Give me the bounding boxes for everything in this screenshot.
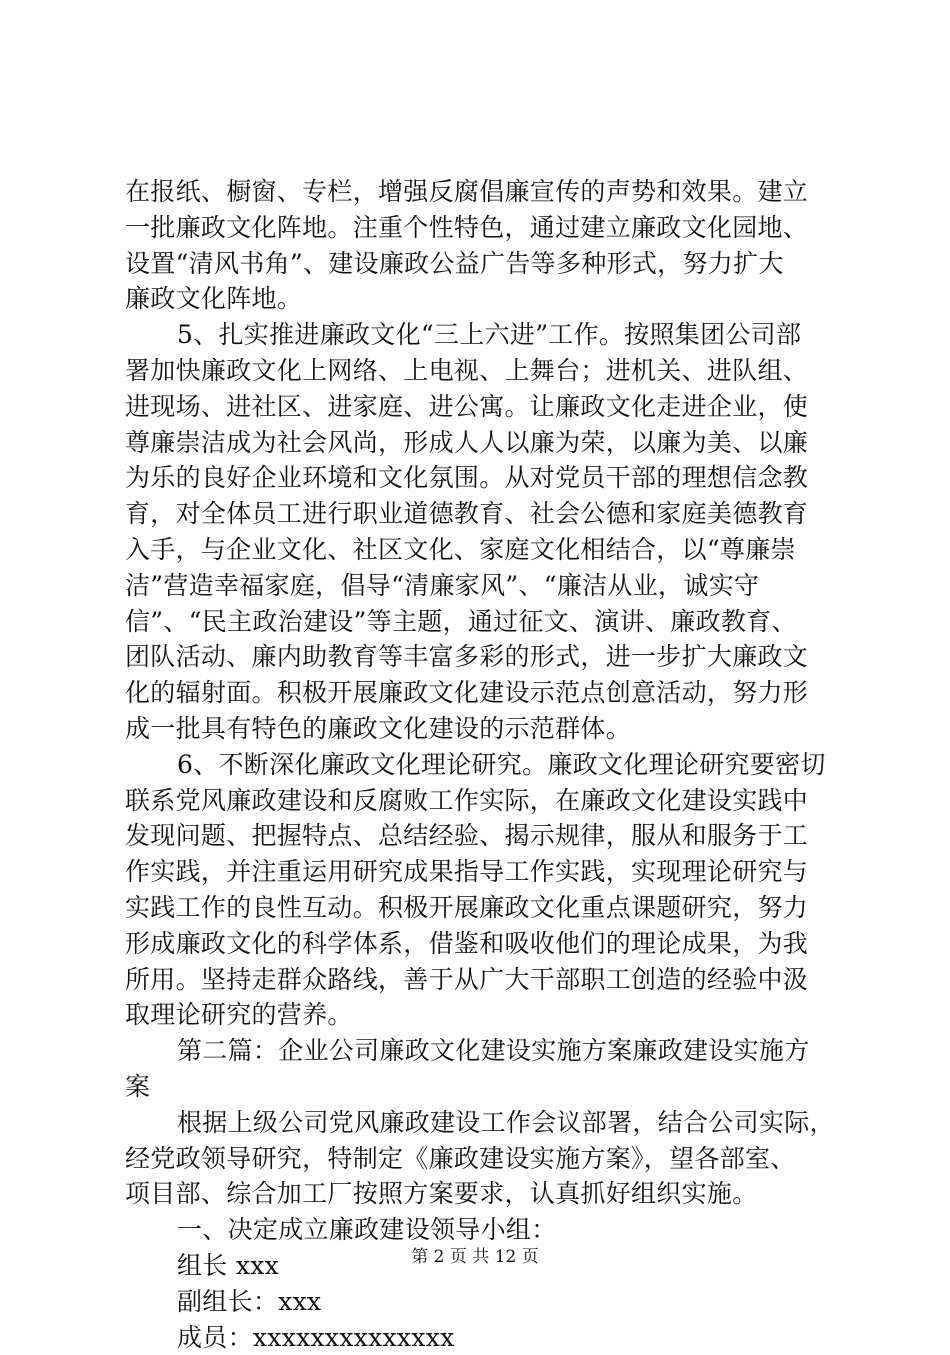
document-body (125, 174, 837, 1355)
text-line: 尊廉崇洁成为社会风尚，形成人人以廉为荣，以廉为美、以廉 (125, 425, 837, 461)
text-line: 化的辐射面。积极开展廉政文化建设示范点创意活动，努力形 (125, 675, 837, 711)
group-leader-line: 组长 xxx (125, 1248, 837, 1284)
text-line: 成一批具有特色的廉政文化建设的示范群体。 (125, 711, 837, 747)
text-line: 作实践，并注重运用研究成果指导工作实践，实现理论研究与 (125, 854, 837, 890)
page-number-label: 第 2 页 共 12 页 (411, 1247, 538, 1267)
members-line: 成员：xxxxxxxxxxxxxx (125, 1320, 837, 1355)
text-line: 形成廉政文化的科学体系，借鉴和吸收他们的理论成果，为我 (125, 926, 837, 962)
paragraph-6-start: 6、不断深化廉政文化理论研究。廉政文化理论研究要密切 (125, 747, 837, 783)
text-line: 所用。坚持走群众路线，善于从广大干部职工创造的经验中汲 (125, 962, 837, 998)
text-line: 入手，与企业文化、社区文化、家庭文化相结合，以“尊廉崇 (125, 532, 837, 568)
text-line: 实践工作的良性互动。积极开展廉政文化重点课题研究，努力 (125, 890, 837, 926)
text-line: 取理论研究的营养。 (125, 997, 837, 1033)
text-line: 在报纸、橱窗、专栏，增强反腐倡廉宣传的声势和效果。建立 (125, 174, 837, 210)
text-line: 进现场、进社区、进家庭、进公寓。让廉政文化走进企业，使 (125, 389, 837, 425)
section-heading: 第二篇：企业公司廉政文化建设实施方案廉政建设实施方 (125, 1033, 837, 1069)
text-line: 洁”营造幸福家庭，倡导“清廉家风”、“廉洁从业，诚实守 (125, 568, 837, 604)
text-line: 设置“清风书角”、建设廉政公益广告等多种形式，努力扩大 (125, 246, 837, 282)
text-line: 廉政文化阵地。 (125, 281, 837, 317)
text-line: 团队活动、廉内助教育等丰富多彩的形式，进一步扩大廉政文 (125, 639, 837, 675)
page-footer (0, 1246, 950, 1268)
deputy-leader-line: 副组长：xxx (125, 1284, 837, 1320)
text-line: 署加快廉政文化上网络、上电视、上舞台；进机关、进队组、 (125, 353, 837, 389)
text-line: 项目部、综合加工厂按照方案要求，认真抓好组织实施。 (125, 1176, 837, 1212)
text-line: 为乐的良好企业环境和文化氛围。从对党员干部的理想信念教 (125, 460, 837, 496)
text-line: 育，对全体员工进行职业道德教育、社会公德和家庭美德教育 (125, 496, 837, 532)
paragraph-start: 根据上级公司党风廉政建设工作会议部署，结合公司实际， (125, 1105, 837, 1141)
section-heading-continued: 案 (125, 1069, 837, 1105)
text-line: 信”、“民主政治建设”等主题，通过征文、演讲、廉政教育、 (125, 604, 837, 640)
text-line: 发现问题、把握特点、总结经验、揭示规律，服从和服务于工 (125, 818, 837, 854)
text-line: 经党政领导研究，特制定《廉政建设实施方案》，望各部室、 (125, 1141, 837, 1177)
text-line: 一批廉政文化阵地。注重个性特色，通过建立廉政文化园地、 (125, 210, 837, 246)
list-heading: 一、决定成立廉政建设领导小组： (125, 1212, 837, 1248)
paragraph-5-start: 5、扎实推进廉政文化“三上六进”工作。按照集团公司部 (125, 317, 837, 353)
text-line: 联系党风廉政建设和反腐败工作实际，在廉政文化建设实践中 (125, 783, 837, 819)
